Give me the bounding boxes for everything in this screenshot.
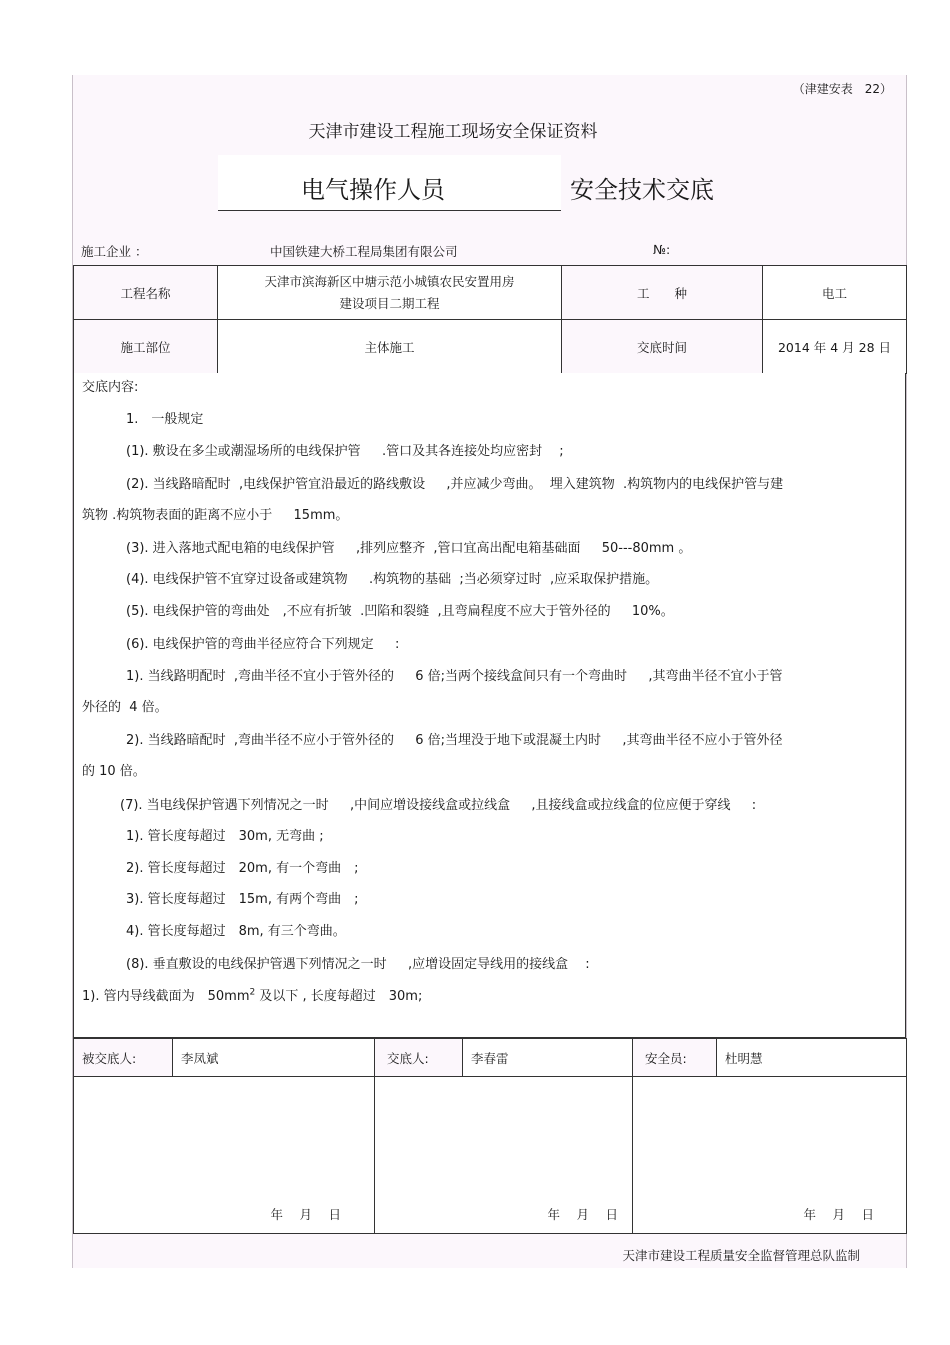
safety-officer-value: 杜明慧 bbox=[717, 1039, 907, 1077]
info-table bbox=[73, 265, 907, 374]
main-title: 天津市建设工程施工现场安全保证资料 bbox=[308, 122, 598, 142]
content-line: 筑物 .构筑物表面的距离不应小于 15mm。 bbox=[82, 508, 349, 523]
briefing-content bbox=[73, 373, 906, 1038]
project-name-value bbox=[218, 266, 562, 320]
content-line: 2). 当线路暗配时 ,弯曲半径不应小于管外径的 6 倍;当埋没于地下或混凝土内时 ,其弯曲半径不应小于管外径 bbox=[126, 733, 783, 748]
giver-value: 李春雷 bbox=[463, 1039, 633, 1077]
content-last-line bbox=[82, 985, 422, 1004]
safety-officer-label: 安全员: bbox=[633, 1039, 717, 1077]
company-label: 施工企业 ： bbox=[81, 244, 148, 259]
work-part-label: 施工部位 bbox=[74, 320, 218, 374]
content-line: (4). 电线保护管不宜穿过设备或建筑物 .构筑物的基础 ;当必须穿过时 ,应采取保护措施。 bbox=[126, 572, 659, 587]
content-line: 1). 当线路明配时 ,弯曲半径不宜小于管外径的 6 倍;当两个接线盒间只有一个弯曲时 ,其弯曲半径不宜小于管 bbox=[126, 669, 783, 684]
project-name-label: 工程名称 bbox=[74, 266, 218, 320]
form-number: （津建安表 22） bbox=[792, 82, 892, 96]
content-line: (6). 电线保护管的弯曲半径应符合下列规定 : bbox=[126, 637, 400, 652]
receiver-date: 年 月 日 bbox=[270, 1207, 341, 1222]
project-name-line-2: 建设项目二期工程 bbox=[339, 295, 440, 311]
content-line: 4). 管长度每超过 8m, 有三个弯曲。 bbox=[126, 924, 346, 939]
content-line: 1. 一般规定 bbox=[126, 412, 204, 427]
safety-date: 年 月 日 bbox=[803, 1207, 874, 1222]
content-line: 2). 管长度每超过 20m, 有一个弯曲 ; bbox=[126, 861, 359, 876]
giver-date: 年 月 日 bbox=[547, 1207, 618, 1222]
content-line: (2). 当线路暗配时 ,电线保护管宜沿最近的路线敷设 ,并应减少弯曲。 埋入建筑物 .构筑物内的电线保护管与建 bbox=[126, 477, 784, 492]
briefing-time-value: 2014 年 4 月 28 日 bbox=[763, 320, 907, 374]
safety-signature-box bbox=[633, 1077, 907, 1234]
work-part-value: 主体施工 bbox=[218, 320, 562, 374]
last-line-suffix: 及以下 , 长度每超过 30m; bbox=[255, 989, 423, 1004]
signature-table bbox=[73, 1038, 907, 1234]
trade-value: 电工 bbox=[763, 266, 907, 320]
receiver-value: 李凤斌 bbox=[173, 1039, 375, 1077]
content-line: (5). 电线保护管的弯曲处 ,不应有折皱 .凹陷和裂缝 ,且弯扁程度不应大于管外径的 10%。 bbox=[126, 604, 674, 619]
footer-issuer: 天津市建设工程质量安全监督管理总队监制 bbox=[622, 1248, 860, 1263]
receiver-signature-box bbox=[74, 1077, 375, 1234]
content-line: 外径的 4 倍。 bbox=[82, 700, 168, 715]
receiver-label: 被交底人: bbox=[74, 1039, 173, 1077]
last-line-superscript: 2 bbox=[249, 987, 256, 998]
content-line: 1). 管长度每超过 30m, 无弯曲 ; bbox=[126, 829, 324, 844]
giver-label: 交底人: bbox=[375, 1039, 463, 1077]
company-value: 中国铁建大桥工程局集团有限公司 bbox=[270, 244, 458, 259]
content-line: (8). 垂直敷设的电线保护管遇下列情况之一时 ,应增设固定导线用的接线盒 : bbox=[126, 957, 590, 972]
giver-signature-box bbox=[375, 1077, 633, 1234]
trade-label: 工 种 bbox=[562, 266, 763, 320]
content-line: 的 10 倍。 bbox=[82, 764, 146, 779]
content-line: (1). 敷设在多尘或潮湿场所的电线保护管 .管口及其各连接处均应密封 ; bbox=[126, 444, 564, 459]
form-page bbox=[72, 75, 907, 1268]
project-name-line-1: 天津市滨海新区中塘示范小城镇农民安置用房 bbox=[264, 273, 515, 289]
content-heading: 交底内容: bbox=[82, 380, 139, 395]
content-line: 3). 管长度每超过 15m, 有两个弯曲 ; bbox=[126, 892, 359, 907]
content-line: (3). 进入落地式配电箱的电线保护管 ,排列应整齐 ,管口宜高出配电箱基础面 50---80mm 。 bbox=[126, 541, 692, 556]
last-line-prefix: 1). 管内导线截面为 50mm bbox=[82, 989, 250, 1004]
briefing-time-label: 交底时间 bbox=[562, 320, 763, 374]
number-label: №: bbox=[653, 242, 671, 257]
title-right: 安全技术交底 bbox=[570, 176, 714, 204]
content-line: (7). 当电线保护管遇下列情况之一时 ,中间应增设接线盒或拉线盒 ,且接线盒或拉线盒的位应便于穿线 : bbox=[120, 798, 757, 813]
title-left: 电气操作人员 bbox=[301, 176, 445, 204]
